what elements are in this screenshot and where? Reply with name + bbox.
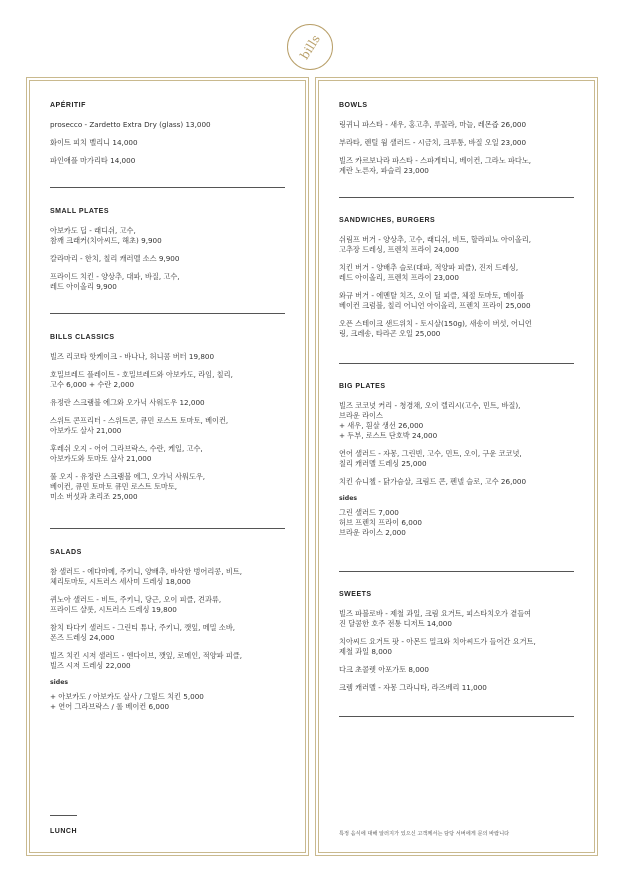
- section-title: BIG PLATES: [339, 383, 386, 390]
- menu-item: 화이트 피치 벨리니 14,000: [50, 138, 138, 147]
- sides-label: sides: [50, 679, 69, 686]
- divider: [339, 363, 574, 364]
- menu-item: 다크 초콜렛 아포가토 8,000: [339, 665, 429, 674]
- menu-panel-left: [29, 80, 306, 853]
- sides-list: + 아보카도 / 아보카도 살사 / 그릴드 치킨 5,000 + 연어 그라브락스 / 롤 베이컨 6,000: [50, 692, 204, 711]
- menu-item: 퀴노아 샐러드 - 비트, 주키니, 당근, 오이 피클, 견과류, 프라이드 샬롯, 시트러스 드레싱 19,800: [50, 595, 222, 614]
- menu-item: 빌즈 파블로바 - 제철 과일, 크림 요거트, 피스타치오가 곁들여 진 달콤한 호주 전통 디저트 14,000: [339, 609, 532, 628]
- menu-item: 프라이드 치킨 - 양상추, 대파, 바질, 고수, 레드 아이올리 9,900: [50, 272, 180, 291]
- section-small-plates: [50, 208, 285, 300]
- menu-item: 빌즈 치킨 시저 샐러드 - 엔다이브, 깻잎, 로메인, 적양파 피클, 빌즈 시저 드레싱 22,000: [50, 651, 242, 670]
- menu-item: prosecco - Zardetto Extra Dry (glass) 13,000: [50, 120, 211, 129]
- section-title-lunch: LUNCH: [50, 828, 77, 835]
- divider: [339, 571, 574, 572]
- bills-logo: [287, 24, 333, 70]
- menu-item: 참 샐러드 - 에다마메, 주키니, 양배추, 바삭한 벙어리콩, 비트, 체리토마토, 시트러스 세사미 드레싱 18,000: [50, 567, 242, 586]
- menu-item: 스위트 콘프리터 - 스위트콘, 큐민 로스트 토마토, 베이컨, 아보카도 살사 21,000: [50, 416, 229, 435]
- section-title: BILLS CLASSICS: [50, 334, 115, 341]
- section-title: SANDWICHES, BURGERS: [339, 217, 436, 224]
- lunch-divider: [50, 815, 77, 816]
- menu-item: 치아씨드 요거트 팟 - 아몬드 밀크와 치아씨드가 들어간 요거트, 제철 과일 8,000: [339, 637, 536, 656]
- section-sweets: [339, 591, 574, 701]
- menu-item: 크렘 캐러멜 - 자몽 그라니타, 라즈베리 11,000: [339, 683, 487, 692]
- logo-text: bills: [297, 32, 323, 62]
- divider: [50, 187, 285, 188]
- menu-item: 풀 오지 - 유정란 스크램블 에그, 오가닉 사워도우, 베이컨, 큐민 토마토 큐민 로스트 토마토, 미소 버섯과 초리조 25,000: [50, 472, 206, 501]
- menu-item: 부라타, 렌틸 웜 샐러드 - 시금치, 크루통, 바질 오일 23,000: [339, 138, 527, 147]
- menu-item: 와규 버거 - 에멘탈 치즈, 오이 딜 피클, 체절 토마토, 메이플 베이컨 크럼블, 칠리 어니언 아이올리, 프렌치 프라이 25,000: [339, 291, 531, 310]
- menu-item: 치킨 슈니첼 - 닭가슴살, 크림드 콘, 펜넬 슬로, 고수 26,000: [339, 477, 527, 486]
- menu-item: 빌즈 리코타 핫케이크 - 바나나, 허니콤 버터 19,800: [50, 352, 215, 361]
- section-salads: [50, 549, 285, 712]
- section-bowls: [339, 102, 574, 184]
- allergy-footnote: 특정 음식에 대해 알러지가 있으신 고객께서는 담당 서버에게 문의 바랍니다: [339, 831, 510, 837]
- menu-item: 아보카도 딥 - 래디쉬, 고수, 참깨 크래커(치아씨드, 해초) 9,900: [50, 226, 162, 245]
- section-bills-classics: [50, 334, 285, 510]
- sides-list: 그린 샐러드 7,000 허브 프렌치 프라이 6,000 브라운 라이스 2,000: [339, 508, 422, 537]
- section-title: APÉRITIF: [50, 102, 86, 109]
- menu-item: 칼라마리 - 한치, 칠리 캐러멜 소스 9,900: [50, 254, 180, 263]
- section-title: BOWLS: [339, 102, 368, 109]
- menu-item: 빌즈 코코넛 커리 - 청경채, 오이 렐리시(고수, 민트, 바질), 브라운 라이스 + 새우, 흰살 생선 26,000 + 두부, 로스트 단호박 24,000: [339, 401, 521, 440]
- divider: [339, 716, 574, 717]
- menu-item: 후레쉬 오지 - 어어 그라브락스, 수란, 케일, 고수, 아보카도와 토마토 살사 21,000: [50, 444, 203, 463]
- menu-item: 호밀브레드 플레이트 - 호밀브레드와 아보카도, 라임, 칠리, 고수 6,000 + 수란 2,000: [50, 370, 233, 389]
- divider: [50, 313, 285, 314]
- section-title: SALADS: [50, 549, 82, 556]
- section-aperitif: [50, 102, 285, 174]
- divider: [339, 197, 574, 198]
- section-sandwiches-burgers: [339, 217, 574, 347]
- menu-item: 링귀니 파스타 - 새우, 홍고추, 루꼴라, 마늘, 레몬즙 26,000: [339, 120, 527, 129]
- menu-panel-right: [318, 80, 595, 853]
- section-big-plates: [339, 383, 574, 538]
- section-title: SMALL PLATES: [50, 208, 110, 215]
- divider: [50, 528, 285, 529]
- section-title: SWEETS: [339, 591, 372, 598]
- menu-item: 오픈 스테이크 샌드위치 - 토시살(150g), 새송이 버섯, 어니언 링, 크레송, 타라곤 오일 25,000: [339, 319, 532, 338]
- menu-item: 파인애플 마가리타 14,000: [50, 156, 136, 165]
- menu-item: 빌즈 카르보나라 파스타 - 스파게티니, 베이컨, 그라노 파다노, 계란 노른자, 파슬리 23,000: [339, 156, 532, 175]
- menu-item: 참치 타다키 샐러드 - 그린티 튜나, 주키니, 깻잎, 메밀 소바, 폰즈 드레싱 24,000: [50, 623, 236, 642]
- menu-item: 치킨 버거 - 양배추 슬로(대파, 적양파 피클), 진저 드레싱, 레드 아이올리, 프렌치 프라이 23,000: [339, 263, 519, 282]
- sides-label: sides: [339, 495, 358, 502]
- menu-item: 연어 샐러드 - 자몽, 그린빈, 고수, 민트, 오이, 구운 코코넛, 칠리 캐러멜 드레싱 25,000: [339, 449, 522, 468]
- menu-item: 쉬림프 버거 - 양상추, 고수, 래디쉬, 비트, 할라피뇨 아이올리, 고추장 드레싱, 프렌치 프라이 24,000: [339, 235, 531, 254]
- menu-item: 유정란 스크램블 에그와 오가닉 사워도우 12,000: [50, 398, 205, 407]
